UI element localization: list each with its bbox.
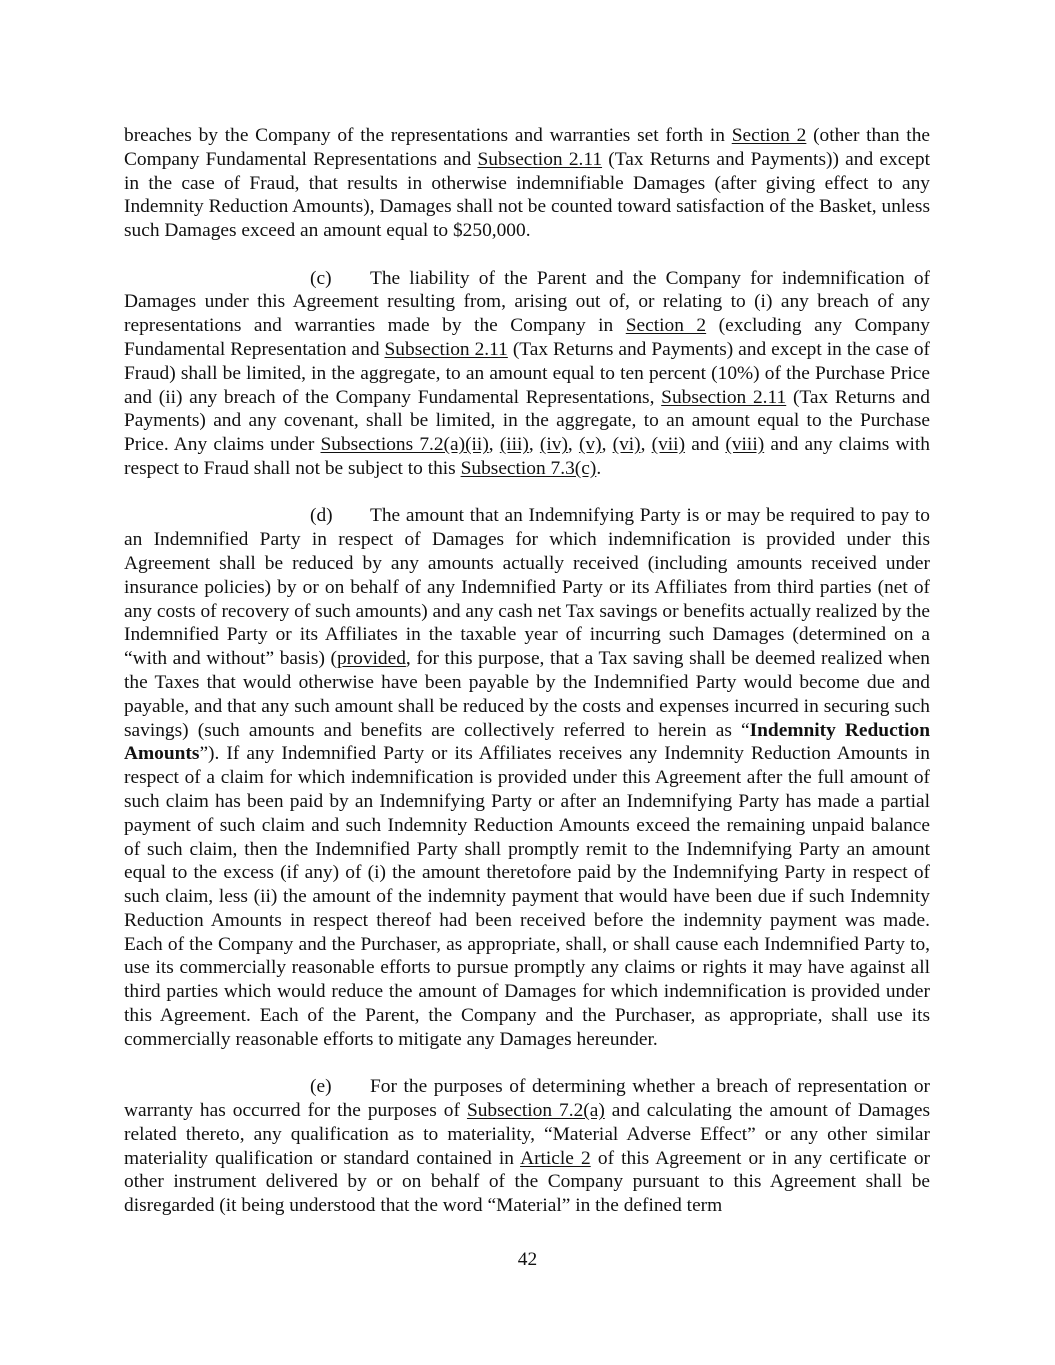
subsection-ref-link: Subsection 2.11 xyxy=(661,386,787,408)
paragraph-label: (c) xyxy=(310,267,332,289)
section-ref-link: Section 2 xyxy=(731,125,807,146)
paragraph-c: (c) The liability of the Parent and the Company for indemnification of Damages under this Agreement resulting from, arising out of, or relating to (i) any breach of any representations and warranties made by the Company in Section 2 (excluding any Company Fundamental Representation and Subsection 2.11 (Tax Returns and Payments) and except in the case of Fraud) shall be limited, in the aggregate, to an amount equal to ten percent (10%) of the Purchase Price and (ii) any breach of the Company Fundamental Representations, Subsection 2.11 (Tax Returns and Payments) and any covenant, shall be limited, in the aggregate, to an amount equal to the Purchase Price. Any claims under Subsections 7.2(a)(ii), (iii), (iv), (v), (vi), (vii) and (viii) and any claims with respect to Fraud shall not be subject to this Subsection 7.3(c). xyxy=(124,267,931,479)
paragraph-d: (d) The amount that an Indemnifying Party is or may be required to pay to an Indemnified Party in respect of Damages for which indemnification is provided under this Agreement shall be reduced by any amounts actually received (including amounts received under insurance policies) by or on behalf of any Indemnified Party or its Affiliates from third parties (net of any costs of recovery of such amounts) and any cash net Tax savings or benefits actually realized by the Indemnified Party or its Affiliates in the taxable year of incurring such Damages (determined on a “with and without” basis) (provided, for this purpose, that a Tax saving shall be deemed realized when the Taxes that would otherwise have been payable by the Indemnified Party would become due and payable, and that any such amount shall be reduced by the costs and expenses incurred in securing such savings) (such amounts and benefits are collectively referred to herein as “Indemnity Reduction Amounts”). If any Indemnified Party or its Affiliates receives any Indemnity Reduction Amounts in respect of a claim for which indemnification is provided under this Agreement after the full amount of such claim has been paid by an Indemnifying Party or after an Indemnifying Party has made a partial payment of such claim and such Indemnity Reduction Amounts exceed the remaining unpaid balance of such claim, then the Indemnified Party shall promptly remit to the Indemnifying Party an amount equal to the excess (if any) of (i) the amount theretofore paid by the Indemnifying Party in respect of such claim, less (ii) the amount of the indemnity payment that would have been due if such Indemnity Reduction Amounts in respect thereof had been received before the indemnity payment was made. Each of the Company and the Purchaser, as appropriate, shall, or shall cause each Indemnified Party to, use its commercially reasonable efforts to pursue promptly any claims or rights it may have against all third parties which would reduce the amount of Damages for which indemnification is provided under this Agreement. Each of the Parent, the Company and the Purchaser, as appropriate, shall use its commercially reasonable efforts to mitigate any Damages hereunder. xyxy=(124,505,931,1050)
subsection-ref-link: Subsection 2.11 xyxy=(384,338,508,360)
subsection-ref-link: (vii) xyxy=(651,434,686,456)
defined-term: Indemnity Reduction Amounts xyxy=(124,719,931,765)
article-ref-link: Article 2 xyxy=(520,1147,591,1169)
paragraph-e: (e) For the purposes of determining whether a breach of representation or warranty has occurred for the purposes of Subsection 7.2(a) and calculating the amount of Damages related thereto, any qualification as to materiality, “Material Adverse Effect” or any other similar materiality qualification or standard contained in Article 2 of this Agreement or in any certificate or other instrument delivered by or on behalf of the Company pursuant to this Agreement shall be disregarded (it being understood that the word “Material” in the defined term xyxy=(124,1076,930,1217)
paragraph-label: (e) xyxy=(310,1076,332,1098)
provided-term: provided xyxy=(336,648,406,670)
subsection-ref-link: (v) xyxy=(578,434,602,456)
subsection-ref-link: Subsections 7.2(a)(ii) xyxy=(320,434,489,456)
subsection-ref-link: (viii) xyxy=(725,434,765,456)
document-body xyxy=(124,124,930,1242)
subsection-ref-link: (iii) xyxy=(499,434,529,456)
section-ref-link: Section 2 xyxy=(625,315,707,337)
subsection-ref-link: Subsection 7.3(c) xyxy=(460,457,597,479)
page-number: 42 xyxy=(517,1249,538,1270)
subsection-ref-link: (vi) xyxy=(612,434,641,456)
subsection-ref-link: (iv) xyxy=(539,434,568,456)
paragraph-label: (d) xyxy=(310,505,333,527)
subsection-ref-link: Subsection 2.11 xyxy=(477,148,603,170)
paragraph-b-continued: breaches by the Company of the representations and warranties set forth in Section 2 (other than the Company Fundamental Representations and Subsection 2.11 (Tax Returns and Payments)) and except in the case of Fraud, that results in otherwise indemnifiable Damages (after giving effect to any Indemnity Reduction Amounts), Damages shall not be counted toward satisfaction of the Basket, unless such Damages exceed an amount equal to $250,000. xyxy=(124,125,930,242)
subsection-ref-link: Subsection 7.2(a) xyxy=(466,1100,605,1122)
